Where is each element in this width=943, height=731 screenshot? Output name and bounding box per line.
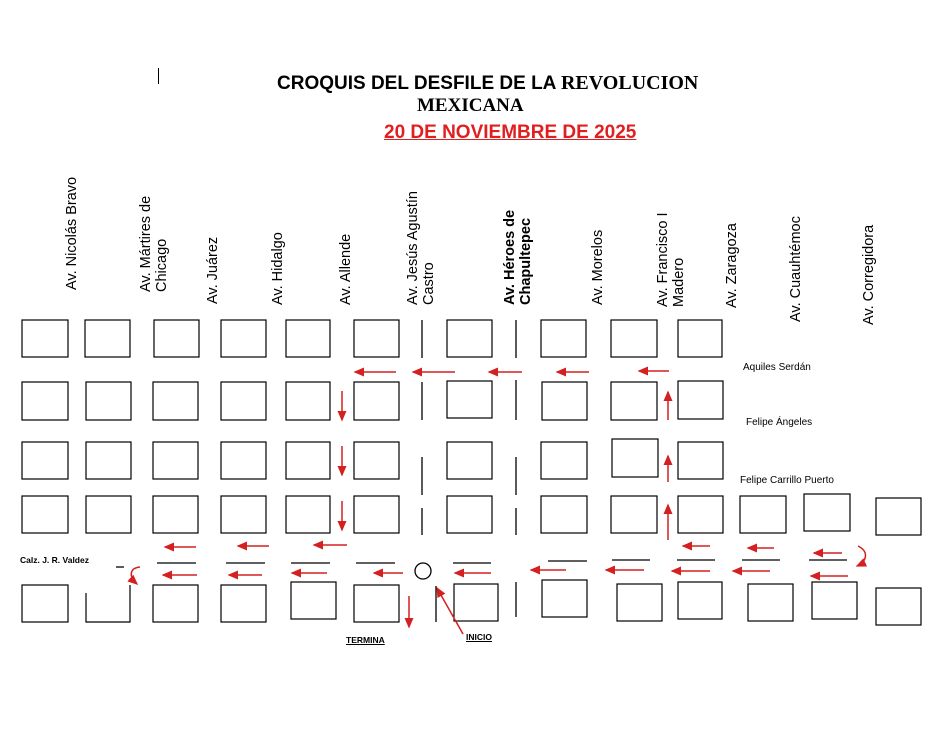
- city-block: [454, 584, 498, 621]
- city-block: [542, 580, 587, 617]
- city-block-open: [86, 585, 130, 622]
- city-block: [22, 320, 68, 357]
- street-label-aquiles-serdan: Aquiles Serdán: [743, 362, 811, 373]
- city-block: [612, 439, 658, 477]
- city-blocks: [22, 320, 921, 625]
- city-block: [354, 496, 399, 533]
- city-block: [154, 320, 199, 357]
- end-marker-label: TERMINA: [346, 635, 385, 645]
- city-block: [354, 442, 399, 479]
- street-label-calzada: Calz. J. R. Valdez: [20, 555, 89, 565]
- start-marker-label: INICIO: [466, 632, 492, 642]
- city-block: [541, 496, 587, 533]
- avenue-label-line: Av. Cuauhtémoc: [788, 216, 804, 322]
- avenue-label-line: Chapultepec: [518, 217, 534, 305]
- city-block: [678, 320, 722, 357]
- avenue-label-line: Madero: [671, 257, 687, 307]
- city-block: [22, 382, 68, 420]
- u-turn-arrows: [131, 546, 865, 584]
- city-block: [804, 494, 850, 531]
- map-title-line-2: MEXICANA: [417, 95, 524, 116]
- start-point-circle: [415, 563, 431, 579]
- city-block: [541, 320, 586, 357]
- city-block: [611, 382, 657, 420]
- avenue-label-line: Castro: [421, 262, 437, 305]
- city-block: [221, 442, 266, 479]
- avenue-label-line: Av. Héroes de: [502, 209, 518, 305]
- avenue-label-line: Av. Jesús Agustín: [405, 191, 421, 305]
- city-block: [354, 320, 399, 357]
- city-block: [86, 496, 131, 533]
- avenue-label-line: Av. Nicolás Bravo: [64, 176, 80, 290]
- avenue-label-line: Av. Hidalgo: [270, 232, 286, 305]
- city-block: [678, 582, 722, 619]
- u-turn-arrow: [857, 546, 865, 566]
- city-block: [447, 320, 492, 357]
- city-block: [22, 496, 68, 533]
- avenue-label-line: Chicago: [154, 238, 170, 292]
- city-block: [542, 382, 587, 420]
- city-block: [354, 382, 399, 420]
- city-block: [291, 582, 336, 619]
- city-block: [541, 442, 587, 479]
- city-block: [286, 382, 330, 420]
- u-turn-arrow: [131, 567, 140, 584]
- city-block: [748, 584, 793, 621]
- parade-date: 20 DE NOVIEMBRE DE 2025: [384, 122, 637, 143]
- city-block: [221, 496, 266, 533]
- city-block: [153, 496, 198, 533]
- city-block: [876, 498, 921, 535]
- city-block: [286, 442, 330, 479]
- avenue-label-line: Av. Francisco I: [655, 212, 671, 307]
- map-title-line-1: CROQUIS DEL DESFILE DE LA REVOLUCION: [277, 72, 699, 94]
- street-label-felipe-angeles: Felipe Ángeles: [746, 417, 813, 428]
- avenue-label-line: Av. Corregidora: [861, 224, 877, 325]
- city-block: [678, 442, 723, 479]
- city-block: [22, 585, 68, 622]
- street-label-felipe-carrillo-puerto: Felipe Carrillo Puerto: [740, 475, 834, 486]
- city-block: [22, 442, 68, 479]
- city-block: [678, 496, 723, 533]
- city-block: [221, 320, 266, 357]
- city-block: [812, 582, 857, 619]
- city-block: [611, 320, 657, 357]
- city-block: [447, 442, 492, 479]
- city-block: [286, 320, 330, 357]
- city-block: [153, 382, 198, 420]
- city-block: [86, 382, 131, 420]
- city-block: [86, 442, 131, 479]
- city-block: [153, 442, 198, 479]
- avenue-label-line: Av. Juárez: [205, 236, 221, 304]
- city-block: [740, 496, 786, 533]
- city-block: [617, 584, 662, 621]
- city-block: [447, 496, 492, 533]
- city-block: [678, 381, 723, 419]
- city-block: [447, 381, 492, 418]
- city-block: [876, 588, 921, 625]
- avenue-label-line: Av. Mártires de: [138, 195, 154, 292]
- start-pointer-arrow: [437, 588, 463, 634]
- city-block: [221, 585, 266, 622]
- city-block: [354, 585, 399, 622]
- street-dividers: [116, 320, 847, 622]
- city-block: [153, 585, 198, 622]
- city-block: [221, 382, 266, 420]
- city-block: [286, 496, 330, 533]
- city-block: [85, 320, 130, 357]
- avenue-label-line: Av. Allende: [338, 233, 354, 305]
- avenue-label-line: Av. Zaragoza: [724, 223, 740, 308]
- city-block: [611, 496, 657, 533]
- avenue-label-line: Av. Morelos: [590, 229, 606, 305]
